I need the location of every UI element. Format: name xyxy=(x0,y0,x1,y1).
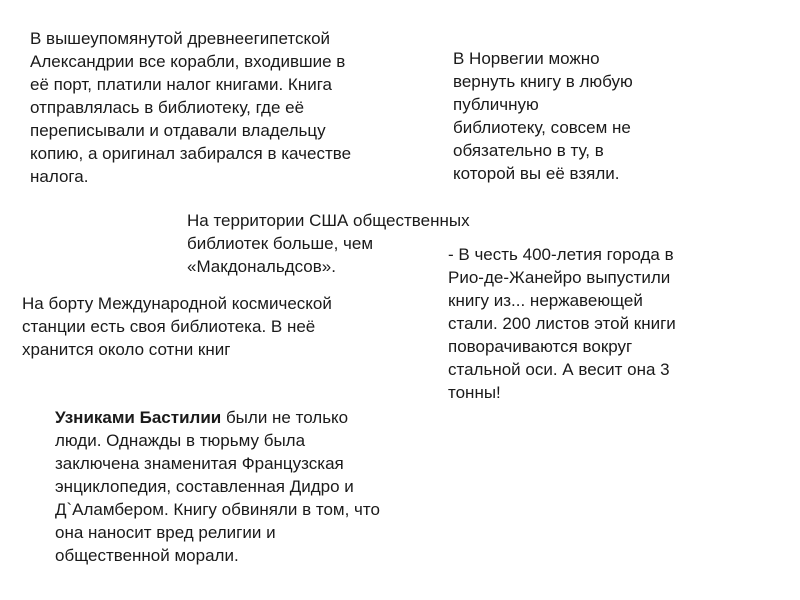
text-line: поворачиваются вокруг xyxy=(448,337,633,356)
text-line: хранится около сотни книг xyxy=(22,340,231,359)
text-line: «Макдональдсов». xyxy=(187,257,336,276)
fact-rio xyxy=(448,243,676,404)
bold-lead: Узниками Бастилии xyxy=(55,408,222,427)
text-line: публичную xyxy=(453,95,539,114)
text-line: Александрии все корабли, входившие в xyxy=(30,52,346,71)
text-line xyxy=(55,406,380,429)
text-line: обязательно в ту, в xyxy=(453,141,604,160)
text-span: были не только xyxy=(221,408,349,427)
fact-usa xyxy=(187,209,470,278)
text-line: библиотек больше, чем xyxy=(187,234,374,253)
text-line: заключена знаменитая Французская xyxy=(55,454,344,473)
text-line: стальной оси. А весит она 3 xyxy=(448,360,670,379)
text-line: В вышеупомянутой древнеегипетской xyxy=(30,29,331,48)
fact-alexandria xyxy=(30,27,351,188)
text-line: Д`Аламбером. Книгу обвиняли в том, что xyxy=(55,500,380,519)
text-line: книгу из... нержавеющей xyxy=(448,291,643,310)
text-line: Рио-де-Жанейро выпустили xyxy=(448,268,671,287)
text-line: копию, а оригинал забирался в качестве xyxy=(30,144,352,163)
text-line: её порт, платили налог книгами. Книга xyxy=(30,75,332,94)
text-line: вернуть книгу в любую xyxy=(453,72,633,91)
text-line: - В честь 400-летия города в xyxy=(448,245,674,264)
text-line: отправлялась в библиотеку, где её xyxy=(30,98,305,117)
text-line: В Норвегии можно xyxy=(453,49,600,68)
text-line: станции есть своя библиотека. В неё xyxy=(22,317,316,336)
text-line: налога. xyxy=(30,167,89,186)
text-line: тонны! xyxy=(448,383,501,402)
text-line: переписывали и отдавали владельцу xyxy=(30,121,326,140)
text-line: люди. Однажды в тюрьму была xyxy=(55,431,306,450)
text-line: энциклопедия, составленная Дидро и xyxy=(55,477,354,496)
fact-norway xyxy=(453,47,633,185)
text-line: На борту Международной космической xyxy=(22,294,332,313)
text-line: она наносит вред религии и xyxy=(55,523,276,542)
text-line: общественной морали. xyxy=(55,546,239,565)
text-line: которой вы её взяли. xyxy=(453,164,620,183)
fact-bastille xyxy=(55,406,380,567)
text-line: библиотеку, совсем не xyxy=(453,118,631,137)
text-line: стали. 200 листов этой книги xyxy=(448,314,676,333)
text-line: На территории США общественных xyxy=(187,211,470,230)
fact-iss xyxy=(22,292,332,361)
